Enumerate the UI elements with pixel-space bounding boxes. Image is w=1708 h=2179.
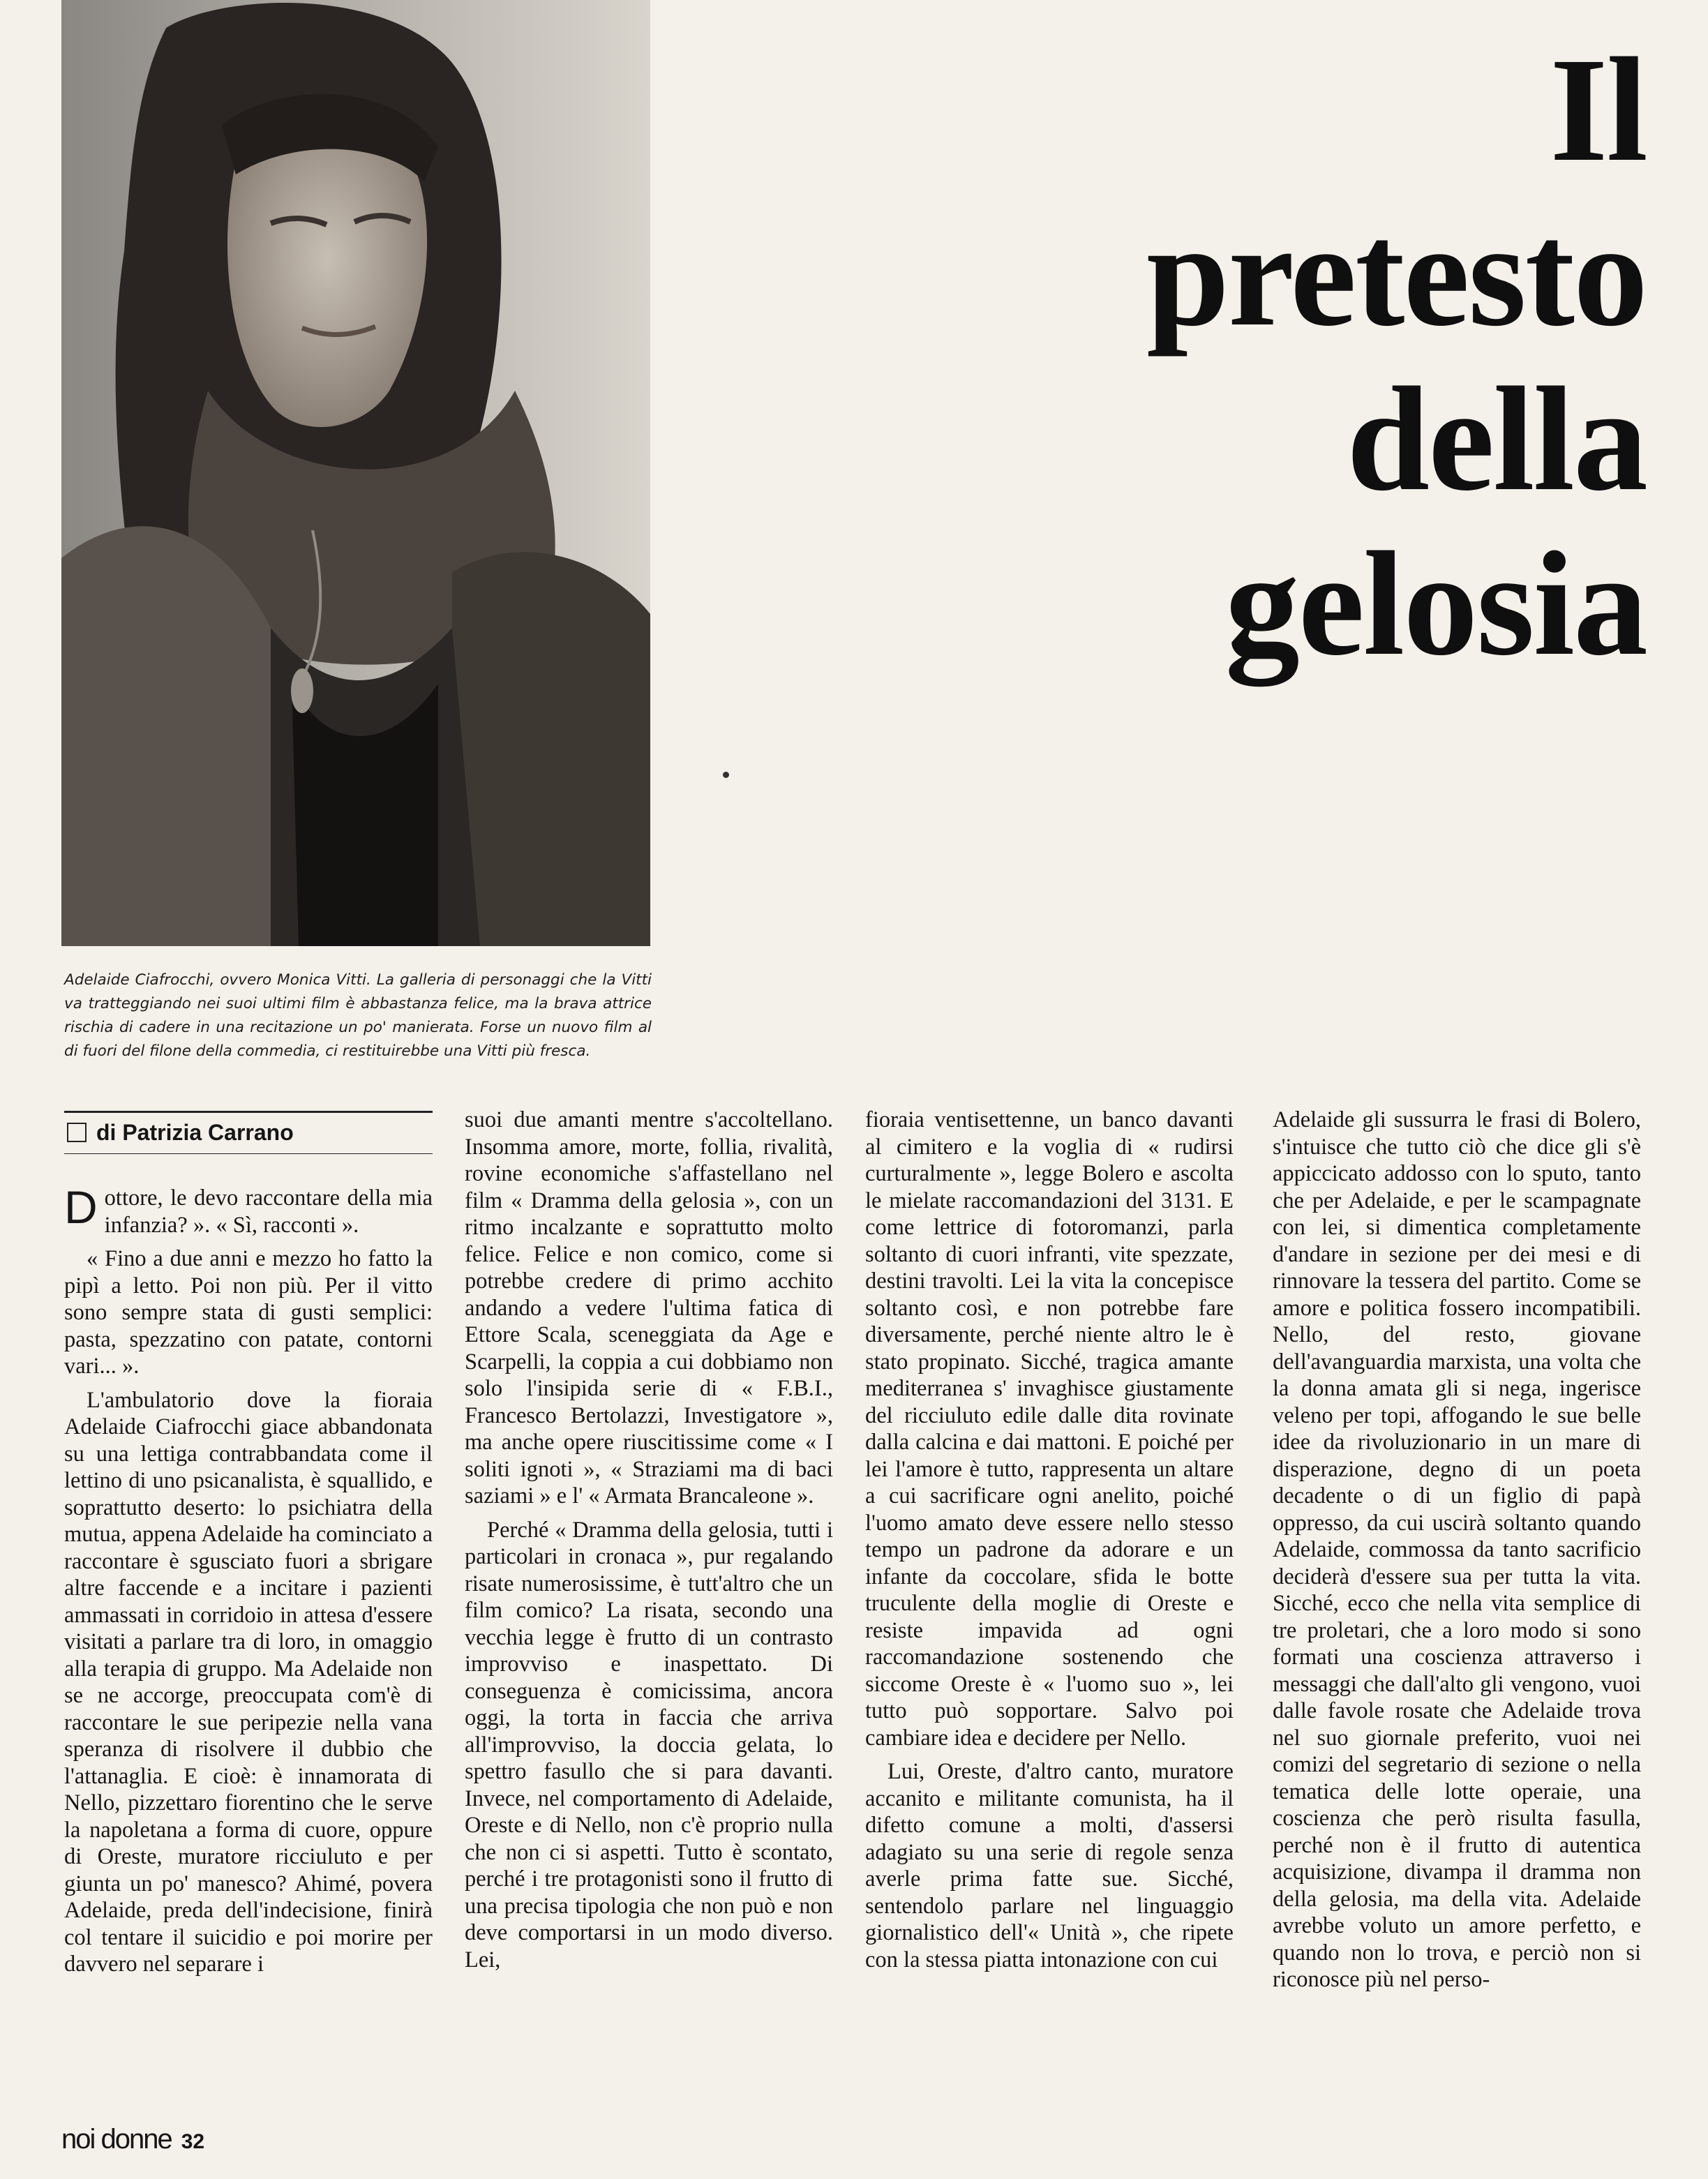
paragraph: Adelaide gli sussurra le frasi di Bolero, s'intuisce che tutto ciò che dice gli s'è appiccicato addosso con lo sputo, tanto che per Adelaide, e per le scampagnate con lei, si dimentica completamente d'andare in sezione per dei mesi e di rinnovare la tessera del partito. Come se amore e politica fossero incompatibili. Nello, del resto, giovane dell'avanguardia marxista, una volta che la donna amata gli si nega, ingerisce veleno per topi, affogando le sue belle idee da rivoluzionario in un mare di disperazione, degno di un poeta decadente o di un figlio di papà oppresso, da cui uscirà soltanto quando Adelaide, commossa da tanto sacrificio deciderà d'essere sua per tutta la vita. Sicché, ecco che nella vita semplice di tre proletari, che a loro modo si sono formati una coscienza attraverso i messaggi che dall'alto gli vengono, vuoi dalle favole rosate che Adelaide trova nel suo giornale preferito, vuoi nei comizi del segretario di sezione o nella tematica delle lotte operaie, una coscienza che però risulta fasulla, perché non è il frutto di autentica acquisizione, divampa il dramma non della gelosia, ma della vita. Adelaide avrebbe voluto un amore perfetto, e quando non lo trova, e perciò non si riconosce più nel perso- <box>1273 1107 1641 1992</box>
paragraph: L'ambulatorio dove la fioraia Adelaide Ciafrocchi giace abbandonata su una lettiga contrabbandata come il lettino di uno psicanalista, è squallido, e soprattutto deserto: lo psichiatra della mutua, appena Adelaide ha cominciato a raccontare è sgusciato fuori a sbrigare altre faccende e a incitare i pazienti ammassati in corridoio in attesa d'essere visitati a parlare tra di loro, in omaggio alla terapia di gruppo. Ma Adelaide non se ne accorge, preoccupata com'è di raccontare le sue peripezie nella vana speranza di risolvere il dubbio che l'attanaglia. E cioè: è innamorata di Nello, pizzettaro fiorentino che le serve la napoletana a forma di cuore, oppure di Oreste, muratore ricciuluto e per giunta un po' manesco? Ahimé, povera Adelaide, preda dell'indecisione, finirà col tentare il suicidio e poi morire per davvero nel separare i <box>64 1387 433 1977</box>
page-number: 32 <box>181 2130 205 2153</box>
magazine-name: noi donne <box>61 2124 172 2155</box>
headline-line: gelosia <box>1224 521 1647 687</box>
headline <box>1146 28 1647 687</box>
checkbox-square-icon <box>67 1123 87 1142</box>
portrait-photo <box>61 0 650 946</box>
headline-line: della <box>1347 357 1647 522</box>
paragraph: Perché « Dramma della gelosia, tutti i particolari in cronaca », pur regalando risate numerosissime, è tutt'altro che un film comico? La risata, secondo una vecchia legge è frutto di un contrasto improvviso e inaspettato. Di conseguenza è comicissima, ancora oggi, la torta in faccia che arriva all'improvviso, la doccia gelata, lo spettro fasullo che si para davanti. Invece, nel comportamento di Adelaide, Oreste e di Nello, non c'è proprio nulla che non ci si aspetti. Tutto è scontato, perché i tre protagonisti sono il frutto di una precisa tipologia che non può e non deve comportarsi in un modo diverso. Lei, <box>465 1517 833 1972</box>
paragraph: Lui, Oreste, d'altro canto, muratore accanito e militante comunista, ha il difetto comune a molti, d'assersi adagiato su una serie di regole senza averle prima fatte sue. Sicché, sentendolo parlare nel linguaggio giornalistico dell'« Unità », che ripete con la stessa piatta intonazione con cui <box>865 1759 1234 1972</box>
portrait-image <box>61 0 650 946</box>
paragraph: suoi due amanti mentre s'accoltellano. Insomma amore, morte, follia, rivalità, rovine economiche s'affastellano nel film « Dramma della gelosia », con un ritmo incalzante e soprattutto molto felice. Felice e non comico, come si potrebbe credere di primo acchito andando a vedere l'ultima fatica di Ettore Scala, sceneggiata da Age e Scarpelli, la coppia a cui dobbiamo non solo l'insipida serie di « F.B.I., Francesco Bertolazzi, Investigatore », ma anche opere riuscitissime come « I soliti ignoti », « Straziami ma di baci saziami » e l' « Armata Brancaleone ». <box>465 1107 833 1508</box>
decorative-dot <box>723 772 729 778</box>
photo-caption: Adelaide Ciafrocchi, ovvero Monica Vitti. La galleria di personaggi che la Vitti va tratteggiando nei suoi ultimi film è abbastanza felice, ma la brava attrice rischia di cadere in una recitazione un po' manierata. Forse un nuovo film al di fuori del filone della commedia, ci restituirebbe una Vitti più fresca. <box>64 971 652 1060</box>
article-column-4 <box>1273 1107 1641 2000</box>
paragraph-text: ottore, le devo raccontare della mia infanzia? ». « Sì, racconti ». <box>104 1185 433 1238</box>
byline <box>64 1111 433 1154</box>
article-column-1 <box>64 1111 433 1985</box>
headline-line: Il <box>1550 27 1647 193</box>
paragraph: « Fino a due anni e mezzo ho fatto la pipì a letto. Poi non più. Per il vitto sono sempre stata di gusti semplici: pasta, spezzatino con patate, contorni vari... ». <box>64 1246 433 1379</box>
page-footer <box>61 2124 204 2155</box>
article-column-3 <box>865 1107 1234 1980</box>
paragraph: fioraia ventisettenne, un banco davanti al cimitero e la voglia di « rudirsi curturalmente », legge Bolero e ascolta le mielate raccomandazioni del 3131. E come lettrice di fotoromanzi, parla soltanto di cuori infranti, vite spezzate, destini travolti. Lei la vita la concepisce soltanto così, e non potrebbe fare diversamente, perché niente altro le è stato propinato. Sicché, tragica amante mediterranea s' invaghisce giustamente del ricciuluto edile dalle dita rovinate dalla calcina e dai mattoni. E poiché per lei l'amore è tutto, rappresenta un altare a cui sacrificare ogni anelito, poiché l'uomo amato deve essere nello stesso tempo un padrone da adorare e un infante da coccolare, sfida le botte truculente della moglie di Oreste e resiste impavida ad ogni raccomandazione sostenendo che siccome Oreste è « l'uomo suo », lei tutto può sopportare. Salvo poi cambiare idea e decidere per Nello. <box>865 1107 1234 1751</box>
paragraph <box>64 1181 433 1238</box>
headline-line: pretesto <box>1146 192 1647 357</box>
byline-text: di Patrizia Carrano <box>96 1120 294 1145</box>
article-column-2 <box>465 1107 833 1980</box>
drop-cap: D <box>64 1181 98 1233</box>
